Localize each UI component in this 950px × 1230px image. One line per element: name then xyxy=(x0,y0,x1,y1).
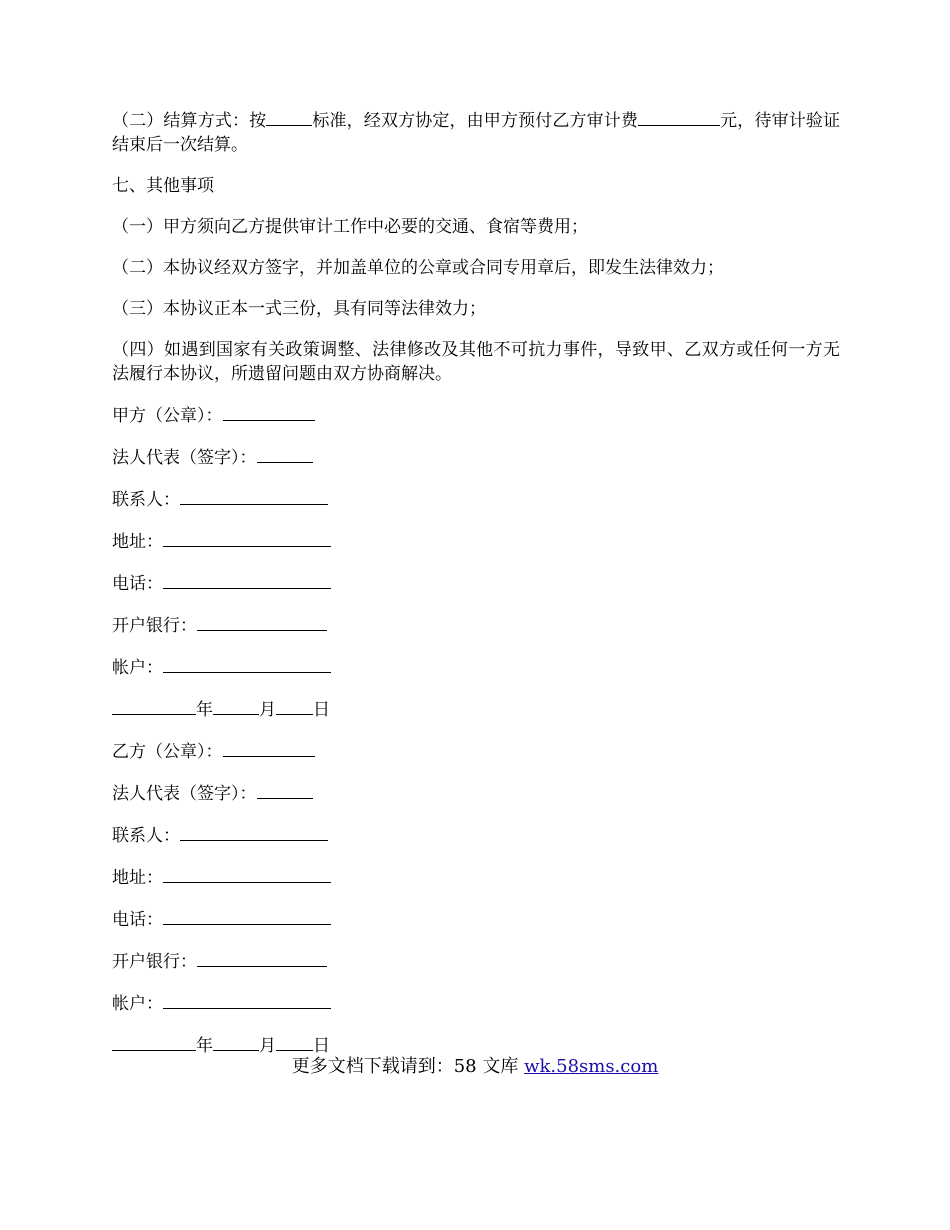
party-a-account-line xyxy=(112,655,840,680)
party-b-contact-label: 联系人： xyxy=(112,826,180,846)
party-a-rep-line xyxy=(112,445,840,470)
party-b-month-label: 月 xyxy=(259,1036,276,1056)
party-b-phone-blank xyxy=(163,907,331,925)
standard-blank xyxy=(266,108,312,126)
party-b-account-line xyxy=(112,991,840,1016)
footer-link[interactable]: wk.58sms.com xyxy=(524,1056,659,1077)
party-b-seal-line xyxy=(112,739,840,764)
party-a-contact-label: 联系人： xyxy=(112,490,180,510)
item-4: （四）如遇到国家有关政策调整、法律修改及其他不可抗力事件，导致甲、乙双方或任何一方无法履行本协议，所遗留问题由双方协商解决。 xyxy=(112,340,840,384)
party-a-year-label: 年 xyxy=(196,700,213,720)
party-b-year-label: 年 xyxy=(196,1036,213,1056)
party-a-month-blank xyxy=(213,697,259,715)
party-a-account-label: 帐户： xyxy=(112,658,163,678)
party-b-month-blank xyxy=(213,1033,259,1051)
party-b-rep-blank xyxy=(257,781,313,799)
party-a-seal-blank xyxy=(223,403,315,421)
party-a-month-label: 月 xyxy=(259,700,276,720)
settlement-paragraph xyxy=(112,108,840,157)
party-a-account-blank xyxy=(163,655,331,673)
party-a-bank-blank xyxy=(197,613,327,631)
party-b-contact-line xyxy=(112,823,840,848)
party-b-bank-line xyxy=(112,949,840,974)
settlement-text-1: （二）结算方式：按 xyxy=(112,111,267,131)
item-3: （三）本协议正本一式三份，具有同等法律效力； xyxy=(112,299,486,319)
party-a-bank-label: 开户银行： xyxy=(112,616,197,636)
party-b-address-blank xyxy=(163,865,331,883)
party-a-contact-line xyxy=(112,487,840,512)
party-b-rep-line xyxy=(112,781,840,806)
party-b-seal-label: 乙方（公章）： xyxy=(112,742,223,762)
party-a-phone-label: 电话： xyxy=(112,574,163,594)
party-a-address-label: 地址： xyxy=(112,532,163,552)
party-a-contact-blank xyxy=(180,487,328,505)
party-b-day-label: 日 xyxy=(313,1036,330,1056)
party-b-account-blank xyxy=(163,991,331,1009)
party-a-day-blank xyxy=(276,697,313,715)
document-body xyxy=(112,108,840,1075)
party-a-seal-label: 甲方（公章）： xyxy=(112,406,223,426)
party-b-phone-line xyxy=(112,907,840,932)
party-a-date-line xyxy=(112,697,840,722)
party-a-bank-line xyxy=(112,613,840,638)
party-b-rep-label: 法人代表（签字）： xyxy=(112,784,257,804)
fee-blank xyxy=(638,108,720,126)
party-a-address-line xyxy=(112,529,840,554)
party-b-address-line xyxy=(112,865,840,890)
party-b-account-label: 帐户： xyxy=(112,994,163,1014)
party-a-phone-blank xyxy=(163,571,331,589)
party-a-phone-line xyxy=(112,571,840,596)
party-a-day-label: 日 xyxy=(313,700,330,720)
party-b-bank-label: 开户银行： xyxy=(112,952,197,972)
party-a-seal-line xyxy=(112,403,840,428)
party-a-rep-label: 法人代表（签字）： xyxy=(112,448,257,468)
party-b-contact-blank xyxy=(180,823,328,841)
settlement-text-2: 标准，经双方协定，由甲方预付乙方审计费 xyxy=(312,111,639,131)
party-a-rep-blank xyxy=(257,445,313,463)
item-1: （一）甲方须向乙方提供审计工作中必要的交通、食宿等费用； xyxy=(112,217,588,237)
party-b-phone-label: 电话： xyxy=(112,910,163,930)
party-b-seal-blank xyxy=(223,739,315,757)
footer xyxy=(0,1055,950,1079)
section-title: 七、其他事项 xyxy=(112,176,214,196)
item-2: （二）本协议经双方签字，并加盖单位的公章或合同专用章后，即发生法律效力； xyxy=(112,258,724,278)
party-a-year-blank xyxy=(112,697,196,715)
party-a-address-blank xyxy=(163,529,331,547)
footer-text: 更多文档下载请到：58 文库 xyxy=(291,1056,525,1077)
party-b-year-blank xyxy=(112,1033,196,1051)
party-b-address-label: 地址： xyxy=(112,868,163,888)
party-b-day-blank xyxy=(276,1033,313,1051)
party-b-bank-blank xyxy=(197,949,327,967)
settlement-text-3: 元，待审计验证结束后一次结算。 xyxy=(112,111,841,155)
